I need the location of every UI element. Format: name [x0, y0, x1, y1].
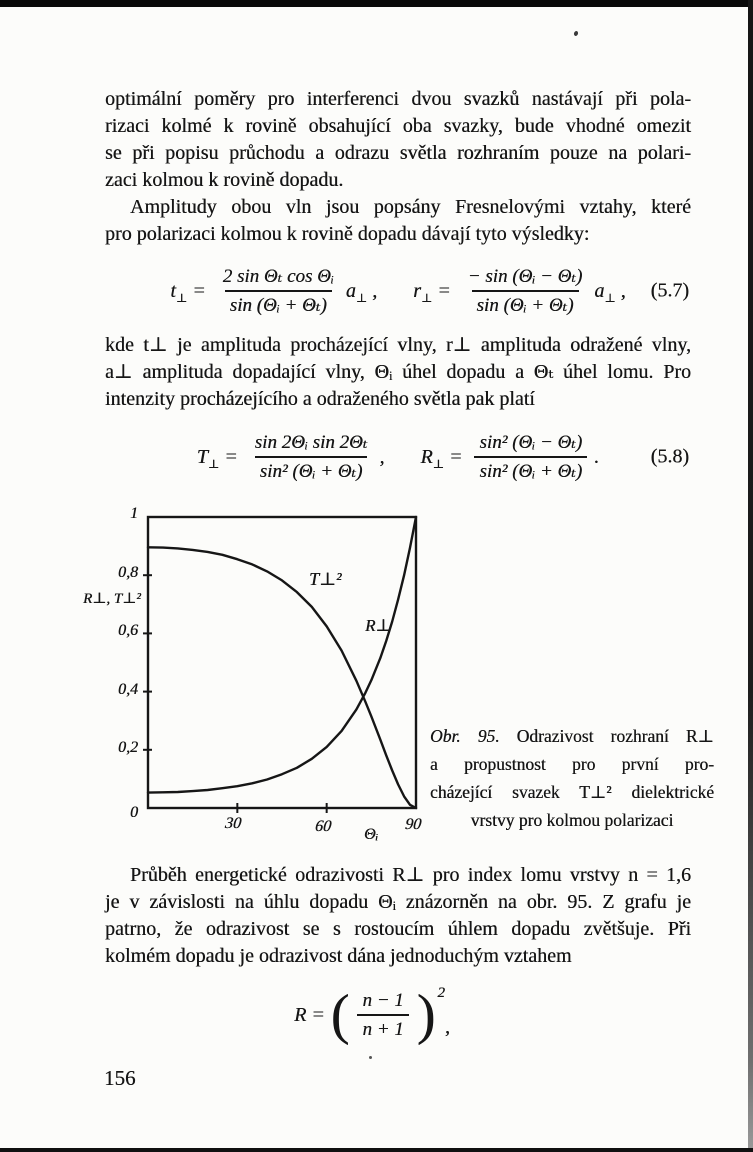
scan-edge-top [0, 0, 753, 7]
x-tick-label: 60 [314, 818, 332, 835]
text-line: a⊥ amplituda dopadající vlny, Θᵢ úhel dopadu a Θₜ úhel lomu. Pro [105, 361, 691, 383]
curve-label-R: R⊥ [365, 616, 392, 635]
figure-plot-svg [80, 505, 445, 855]
equation-term: $R_\perp$ = $\frac{\text{sin² (Θᵢ − Θₜ)}}{\text{sin² (Θᵢ + Θₜ)}}$ . [420, 432, 600, 482]
figure-caption [430, 722, 714, 834]
text-line: zaci kolmou k rovině dopadu. [105, 169, 344, 191]
tick-group [143, 575, 327, 813]
scan-edge-bottom [0, 1148, 753, 1152]
equation-number: (5.7) [650, 279, 689, 302]
caption-line: Obr. 95. Odrazivost rozhraní R⊥ [430, 726, 714, 746]
text-line: Průběh energetické odrazivosti R⊥ pro index lomu vrstvy n = 1,6 [130, 864, 691, 886]
y-tick-label: 0,6 [118, 622, 138, 639]
caption-line: vrstvy pro kolmou polarizaci [470, 810, 674, 830]
y-tick-label: 0,4 [118, 681, 138, 698]
text-line: se při popisu průchodu a odrazu světla rozhraním pouze na polari- [105, 142, 691, 164]
equation-number: (5.8) [650, 445, 689, 468]
text-line: je v závislosti na úhlu dopadu Θᵢ znázorněn na obr. 95. Z grafu je [105, 891, 691, 913]
fraction: $\frac{\text{2 sin Θₜ cos Θᵢ}}{\text{sin (Θᵢ + Θₜ)}}$ [222, 266, 334, 316]
equation-R: R = ( $\frac{n - 1}{n + 1}$ ) 2 , [294, 984, 450, 1046]
caption-line: a propustnost pro první pro- [430, 754, 714, 774]
fraction: $\frac{n - 1}{n + 1}$ [357, 989, 408, 1041]
plot-frame [148, 517, 416, 808]
fraction: $\frac{\text{− sin (Θᵢ − Θₜ)}}{\text{sin (Θᵢ + Θₜ)}}$ [467, 266, 583, 316]
x-axis-label: Θᵢ [364, 826, 379, 843]
text-line: rizaci kolmé k rovině obsahující oba svazky, bude vhodné omezit [105, 115, 691, 137]
curve-R-perp [148, 517, 416, 793]
fraction: $\frac{\text{sin² (Θᵢ − Θₜ)}}{\text{sin² (Θᵢ + Θₜ)}}$ [474, 431, 587, 483]
text-line: kde t⊥ je amplituda procházející vlny, r⊥ amplituda odražené vlny, [105, 334, 691, 356]
x-tick-label: 30 [224, 815, 242, 832]
figure-95 [80, 505, 445, 855]
curve-label-T: T⊥² [309, 569, 342, 589]
y-tick-label: 0,8 [118, 564, 138, 581]
scan-edge-right [748, 0, 753, 1152]
text-line: kolmém dopadu je odrazivost dána jednoduchým vztahem [105, 945, 572, 967]
equation-term: $r_\perp$ = $\frac{\text{− sin (Θᵢ − Θₜ)}}{\text{sin (Θᵢ + Θₜ)}}$ $a_\perp$ , [413, 266, 626, 316]
equation-5-7 [105, 261, 691, 321]
page-number: 156 [104, 1066, 136, 1090]
scan-speck [369, 1056, 372, 1059]
y-axis-label: R⊥, T⊥² [83, 591, 141, 607]
y-tick-label: 0,2 [118, 739, 138, 756]
scan-speck [573, 30, 578, 36]
fraction: $\frac{\text{sin 2Θᵢ sin 2Θₜ}}{\text{sin² (Θᵢ + Θₜ)}}$ [254, 432, 368, 482]
text-line: optimální poměry pro interferenci dvou svazků nastávají při pola- [105, 88, 691, 110]
text-line: intenzity procházejícího a odraženého světla pak platí [105, 388, 535, 410]
y-tick-label: 0 [130, 804, 138, 821]
y-tick-label: 1 [130, 505, 138, 522]
caption-line: cházející svazek T⊥² dielektrické [430, 782, 714, 802]
paragraph-2 [105, 194, 691, 248]
x-tick-label: 90 [404, 816, 422, 833]
paragraph-1 [105, 86, 691, 194]
paragraph-4 [105, 862, 691, 970]
paragraph-3 [105, 332, 691, 413]
curve-T-perp-squared [148, 547, 416, 808]
equation-term: $t_\perp$ = $\frac{\text{2 sin Θₜ cos Θᵢ}}{\text{sin (Θᵢ + Θₜ)}}$ $a_\perp$ , [170, 266, 378, 316]
text-line: Amplitudy obou vln jsou popsány Fresnelovými vztahy, které [130, 196, 691, 218]
text-line: patrno, že odrazivost se s rostoucím úhlem dopadu zvětšuje. Při [105, 918, 691, 940]
equation-term: $T_\perp$ = $\frac{\text{sin 2Θᵢ sin 2Θₜ}}{\text{sin² (Θᵢ + Θₜ)}}$ , [196, 432, 385, 482]
equation-5-8 [105, 427, 691, 487]
exponent: 2 [437, 984, 445, 1001]
text-line: pro polarizaci kolmou k rovině dopadu dávají tyto výsledky: [105, 223, 590, 245]
